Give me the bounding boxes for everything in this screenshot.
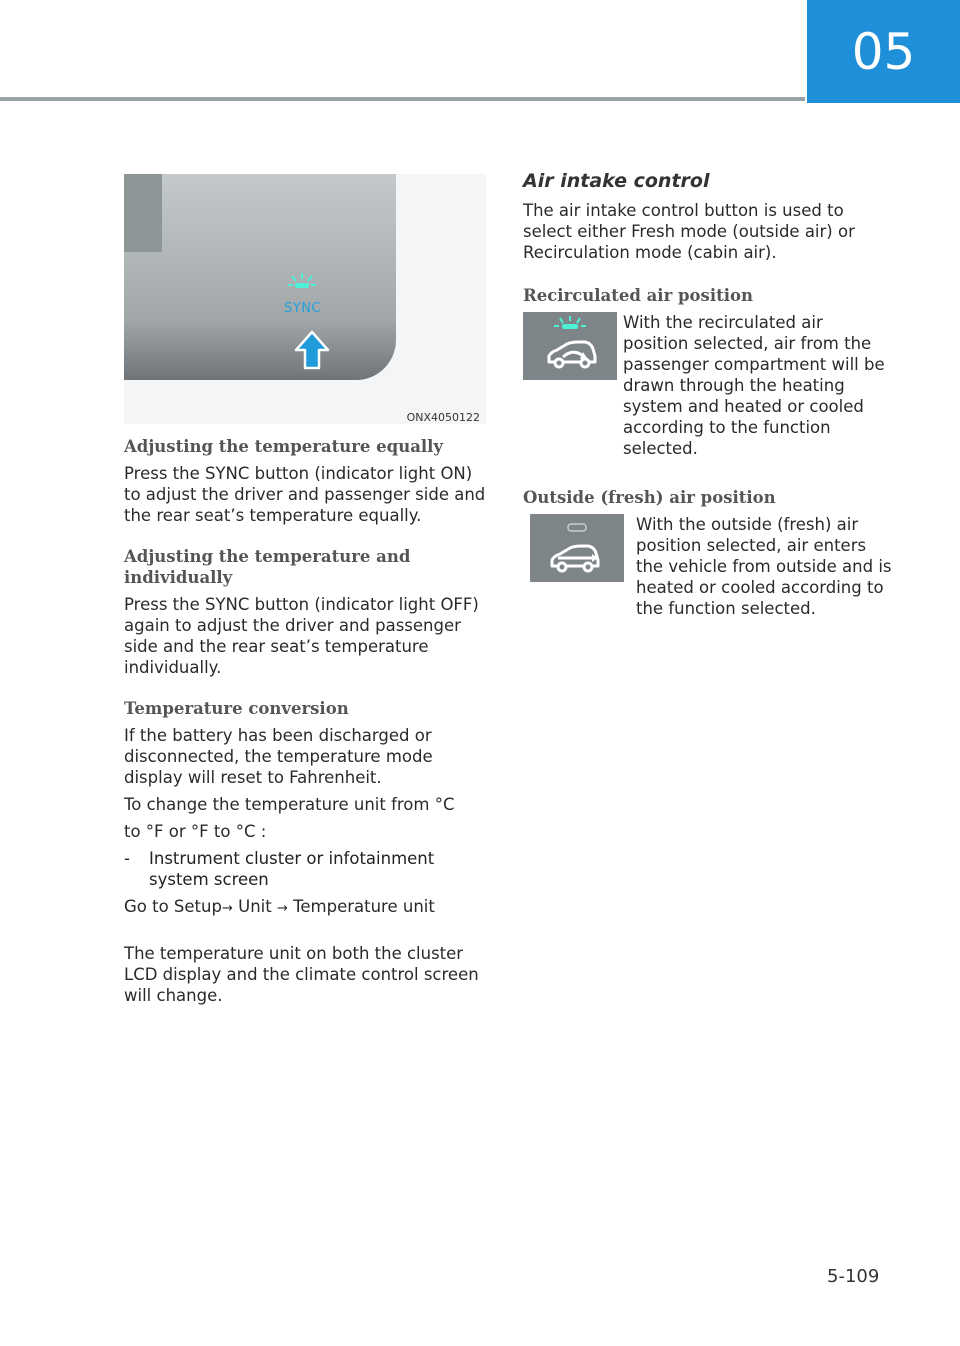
section-title-air-intake: Air intake control [523, 170, 710, 192]
section-heading-conversion: Temperature conversion [124, 699, 349, 718]
path-unit: Unit [232, 897, 277, 916]
path-setup: Go to Setup [124, 897, 222, 916]
conversion-text-4: The temperature unit on both the cluster LCD display and the climate control screen will change. [124, 944, 479, 1005]
settings-path [124, 896, 486, 919]
sync-button-figure [124, 174, 486, 424]
sync-indicator-icon [287, 272, 317, 298]
recirculated-text: With the recirculated air position selected, air from the passenger compartment will be drawn through the heating system and heated or cooled according to the function selected. [623, 313, 885, 458]
list-item-text: Instrument cluster or infotainment system screen [149, 849, 435, 889]
path-temperature-unit: Temperature unit [287, 897, 435, 916]
fresh-text: With the outside (fresh) air position selected, air enters the vehicle from outside and is heated or cooled according to the function selected. [636, 515, 892, 618]
sync-label: SYNC [284, 301, 321, 316]
left-column [124, 174, 486, 1012]
chapter-tab: 05 [807, 0, 960, 103]
recirculation-icon-graphic [523, 312, 617, 380]
list-dash: - [124, 849, 130, 868]
fresh-feature [523, 514, 893, 625]
fresh-air-icon [530, 514, 624, 582]
air-intake-intro: The air intake control button is used to select either Fresh mode (outside air) or Recirculation mode (cabin air). [523, 201, 855, 262]
panel-detail [124, 174, 162, 252]
section-body-individual: Press the SYNC button (indicator light OFF) again to adjust the driver and passenger side and the rear seat’s temperature individually. [124, 595, 479, 677]
up-arrow-icon [294, 330, 330, 370]
control-panel-illustration [124, 174, 396, 380]
arrow-icon: → [221, 901, 233, 916]
arrow-icon: → [276, 901, 288, 916]
recirculation-icon [523, 312, 617, 380]
fresh-air-icon-graphic [530, 514, 624, 582]
recirculated-feature [523, 312, 893, 465]
section-heading-equal: Adjusting the temperature equally [124, 437, 444, 456]
conversion-text-1: If the battery has been discharged or disconnected, the temperature mode display will reset to Fahrenheit. [124, 726, 433, 787]
recirculated-heading: Recirculated air position [523, 286, 754, 305]
page-number: 5-109 [827, 1266, 880, 1287]
section-body-equal: Press the SYNC button (indicator light ON) to adjust the driver and passenger side and the rear seat’s temperature equally. [124, 464, 486, 525]
right-column [523, 170, 893, 639]
header-rule [0, 97, 805, 101]
fresh-heading: Outside (fresh) air position [523, 488, 776, 507]
conversion-text-2: To change the temperature unit from °C [124, 795, 455, 814]
section-heading-individual: Adjusting the temperature and individually [124, 547, 411, 587]
list-item [124, 848, 486, 890]
conversion-text-3: to °F or °F to °C : [124, 822, 267, 841]
figure-code: ONX4050122 [406, 411, 480, 424]
